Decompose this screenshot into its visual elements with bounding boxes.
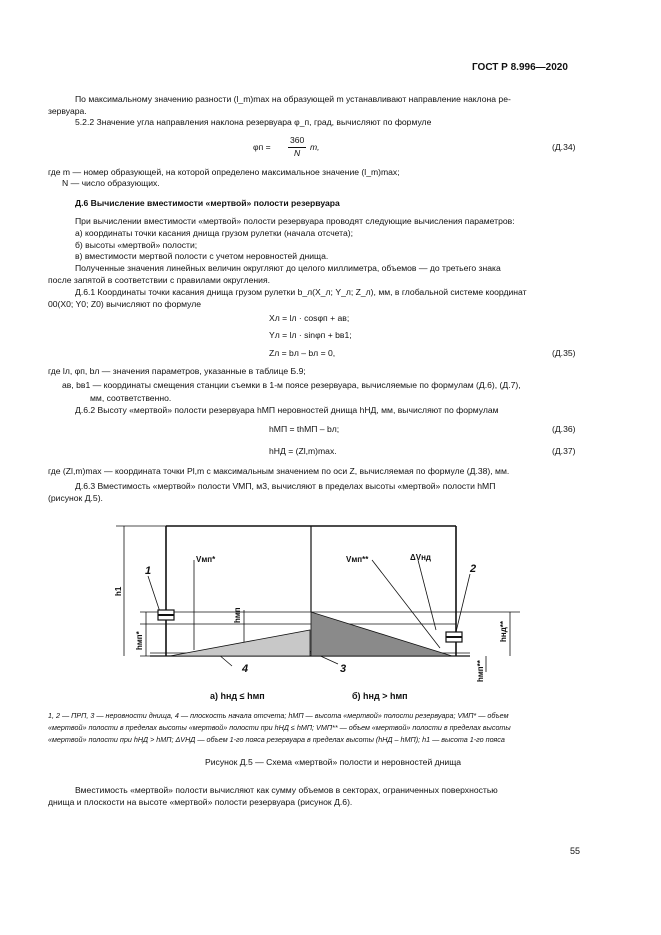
legend-line: «мертвой» полости в пределах высоты «мертвой» полости при hНД ≤ hМП; VМП** — объем «мертвой» полости в пределах высоты [48,723,511,732]
formula-d36-number: (Д.36) [552,424,576,434]
paragraph-line: а) координаты точки касания днища грузом рулетки (начала отсчета); [75,228,354,238]
formula-d35-line: Xл = lл · cosφп + aв; [269,313,350,323]
paragraph-line: 00(X0; Y0; Z0) вычисляют по формуле [48,299,202,309]
formula-d37-number: (Д.37) [552,446,576,456]
paragraph-line: aв, bв1 — координаты смещения станции съемки в 1-м поясе резервуара, вычисляемые по формулам (Д.6), (Д.7), [62,380,521,390]
formula-d34-tail: m, [310,142,320,152]
figure-label-4: 4 [242,663,249,675]
page-number: 55 [570,846,581,856]
figure-label-2: 2 [470,563,477,575]
paragraph-line: в) вместимости мертвой полости с учетом неровностей днища. [75,251,329,261]
paragraph-line: 5.2.2 Значение угла направления наклона резервуара φ_п, град, вычисляют по формуле [75,117,432,127]
formula-d36: hМП = thМП – bл; [269,424,340,434]
paragraph-line: (рисунок Д.5). [48,493,103,503]
figure-caption: Рисунок Д.5 — Схема «мертвой» полости и неровностей днища [205,757,462,767]
label-v-mp-double-star: Vмп** [346,555,369,564]
formula-d35-line: Yл = lл · sinφп + bв1; [269,330,352,340]
paragraph-line: Д.6.2 Высоту «мертвой» полости резервуара hМП неровностей днища hНД, мм, вычисляют по формулам [75,405,499,415]
label-v-mp-star: Vмп* [196,555,216,564]
formula-d34-lhs: φп = [253,142,271,152]
paragraph-line: б) высоты «мертвой» полости; [75,240,198,250]
label-sub-a: а) hнд ≤ hмп [210,691,265,701]
label-h1: h1 [114,586,123,596]
paragraph-line: При вычислении вместимости «мертвой» полости резервуара проводят следующие вычисления параметров: [75,216,515,226]
figure-label-1: 1 [145,565,152,577]
paragraph-line: Д.6.3 Вместимость «мертвой» полости VМП, м3, вычисляют в пределах высоты «мертвой» полости hМП [75,481,496,491]
label-sub-b: б) hнд > hмп [352,691,408,701]
legend-line: 1, 2 — ПРП, 3 — неровности днища, 4 — плоскость начала отсчета; hМП — высота «мертвой» полости резервуара; VМП* — объем [48,711,509,720]
formula-d37: hНД = (Zl,m)max. [269,446,337,456]
legend-line: «мертвой» полости при hНД > hМП; ΔVНД — объем 1-го пояса резервуара в пределах высоты (hНД – hМП); h1 — высота 1-го пояса [48,735,505,744]
paragraph-line: днища и плоскости на высоте «мертвой» полости резервуара (рисунок Д.6). [48,797,353,807]
paragraph-line: N — число образующих. [62,178,160,188]
formula-d34-denominator: N [294,148,301,158]
paragraph-line: Д.6.1 Координаты точки касания днища грузом рулетки b_л(X_л; Y_л; Z_л), мм, в глобальной системе координат [75,287,527,297]
formula-d34-number: (Д.34) [552,142,576,152]
paragraph-line: после запятой в соответствии с правилами округления. [48,275,270,285]
paragraph-line: Полученные значения линейных величин округляют до целого миллиметра, объемов — до третьего знака [75,263,501,273]
section-title: Д.6 Вычисление вместимости «мертвой» полости резервуара [75,198,340,208]
paragraph-line: где lл, φп, bл — значения параметров, указанные в таблице Б.9; [48,366,306,376]
label-h-mp: hмп [233,607,242,623]
paragraph-line: Вместимость «мертвой» полости вычисляют как сумму объемов в секторах, ограниченных поверхностью [75,785,498,795]
paragraph-line: где (Zl,m)max — координата точки Pl,m с максимальным значением по оси Z, вычисляемая по формуле (Д.38), мм. [48,466,510,476]
label-h-mp-star: hмп* [135,631,144,650]
figure-label-3: 3 [340,663,347,675]
paragraph-line: По максимальному значению разности (l_m)max на образующей m устанавливают направление наклона ре- [75,94,511,104]
header-standard: ГОСТ Р 8.996—2020 [472,62,568,73]
label-h-nd-double-star: hнд** [499,620,508,642]
label-h-mp-double-star: hмп** [476,660,485,682]
paragraph-line: зервуара. [48,106,87,116]
label-delta-v-nd: ΔVнд [410,553,431,562]
formula-d34-numerator: 360 [290,135,305,145]
formula-d35-number: (Д.35) [552,348,576,358]
paragraph-line: мм, соответственно. [90,393,172,403]
paragraph-line: где m — номер образующей, на которой определено максимальное значение (l_m)max; [48,167,400,177]
formula-d35-line: Zл = bл – bл = 0, [269,348,336,358]
